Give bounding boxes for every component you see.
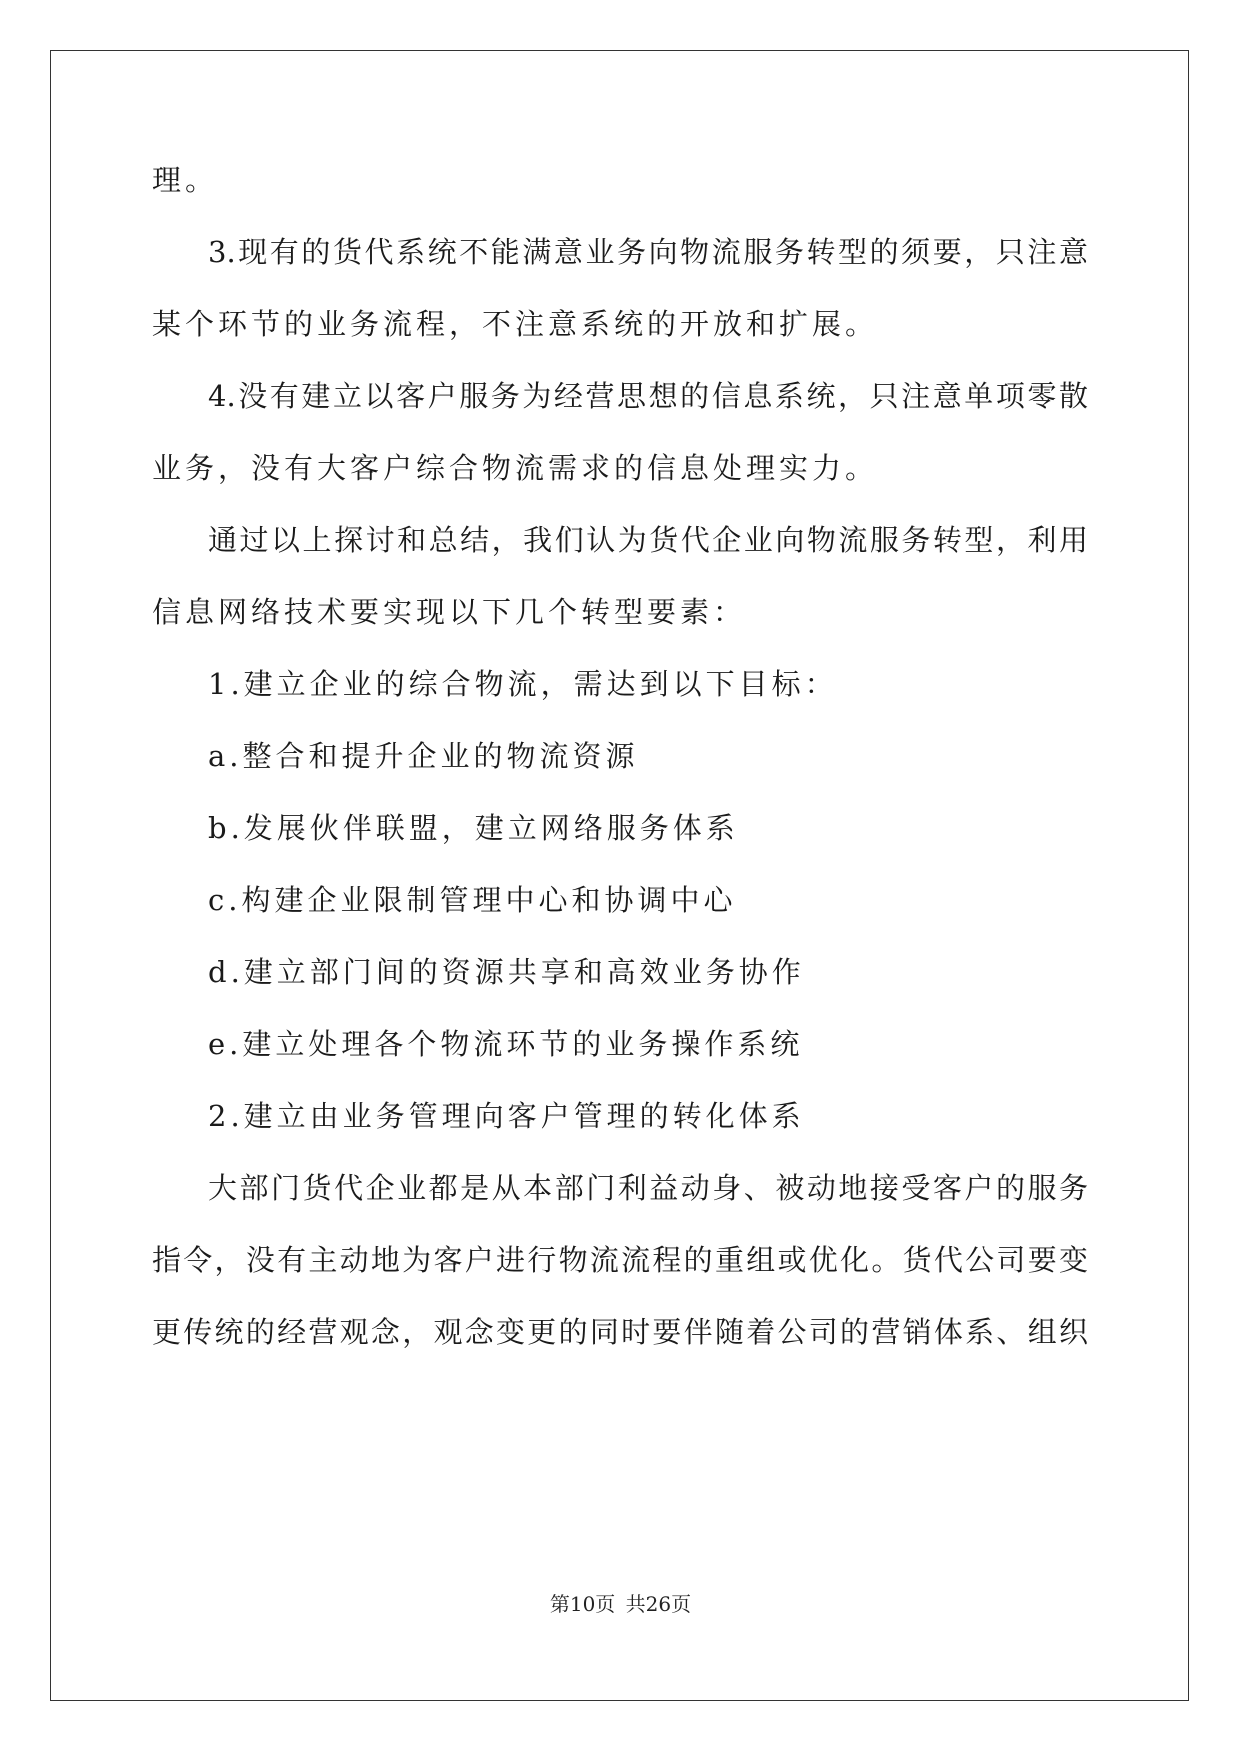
- page-frame: [50, 50, 1189, 1701]
- text-line: a.整合和提升企业的物流资源: [208, 739, 639, 773]
- text-line: 大部门货代企业都是从本部门利益动身、被动地接受客户的服务: [208, 1171, 1088, 1205]
- text-line: d.建立部门间的资源共享和高效业务协作: [208, 955, 805, 989]
- text-line: 3.现有的货代系统不能满意业务向物流服务转型的须要，只注意: [208, 235, 1088, 269]
- text-line: 通过以上探讨和总结，我们认为货代企业向物流服务转型，利用: [208, 523, 1088, 557]
- text-line: 信息网络技术要实现以下几个转型要素：: [152, 595, 747, 629]
- text-line: 4.没有建立以客户服务为经营思想的信息系统，只注意单项零散: [208, 379, 1088, 413]
- page-number: 第10页: [549, 1592, 616, 1616]
- text-line: 更传统的经营观念，观念变更的同时要伴随着公司的营销体系、组织: [152, 1315, 1088, 1349]
- text-line: 理。: [152, 163, 219, 197]
- page-footer: [0, 1592, 1241, 1616]
- page-total: 共26页: [625, 1592, 692, 1616]
- text-line: c.构建企业限制管理中心和协调中心: [208, 883, 737, 917]
- text-line: e.建立处理各个物流环节的业务操作系统: [208, 1027, 804, 1061]
- text-line: 业务，没有大客户综合物流需求的信息处理实力。: [152, 451, 879, 485]
- text-line: 某个环节的业务流程，不注意系统的开放和扩展。: [152, 307, 879, 341]
- text-line: 2.建立由业务管理向客户管理的转化体系: [208, 1099, 805, 1133]
- text-line: b.发展伙伴联盟，建立网络服务体系: [208, 811, 739, 845]
- text-line: 1.建立企业的综合物流，需达到以下目标：: [208, 667, 838, 701]
- text-line: 指令，没有主动地为客户进行物流流程的重组或优化。货代公司要变: [152, 1243, 1088, 1277]
